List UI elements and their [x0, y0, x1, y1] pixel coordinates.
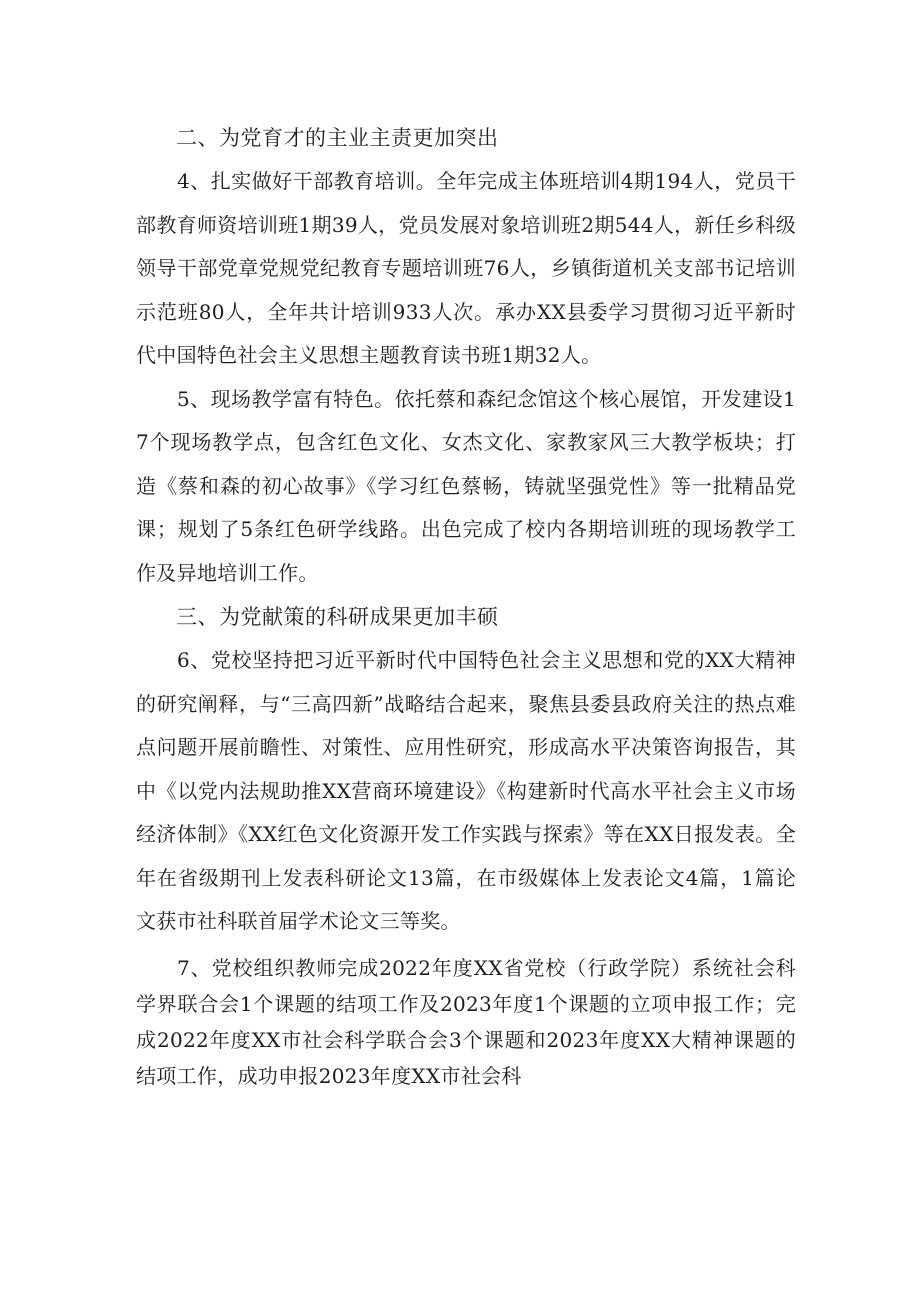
- paragraph-4: 4、扎实做好干部教育培训。全年完成主体班培训4期194人，党员干部教育师资培训班1期39人，党员发展对象培训班2期544人，新任乡科级领导干部党章党规党纪教育专题培训班76人，乡镇街道机关支部书记培训示范班80人，全年共计培训933人次。承办XX县委学习贯彻习近平新时代中国特色社会主义思想主题教育读书班1期32人。: [136, 169, 796, 367]
- section-heading-2: 二、为党育才的主业主责更加突出: [176, 126, 499, 150]
- paragraph-6: 6、党校坚持把习近平新时代中国特色社会主义思想和党的XX大精神的研究阐释，与“三高四新”战略结合起来，聚焦县委县政府关注的热点难点问题开展前瞻性、对策性、应用性研究，形成高水平决策咨询报告，其中《以党内法规助推XX营商环境建设》《构建新时代高水平社会主义市场经济体制》《XX红色文化资源开发工作实践与探索》等在XX日报发表。全年在省级期刊上发表科研论文13篇，在市级媒体上发表论文4篇，1篇论文获市社科联首届学术论文三等奖。: [136, 648, 796, 933]
- section-heading-3: 三、为党献策的科研成果更加丰硕: [176, 605, 499, 629]
- paragraph-5: 5、现场教学富有特色。依托蔡和森纪念馆这个核心展馆，开发建设17个现场教学点，包含红色文化、女杰文化、家教家风三大教学板块；打造《蔡和森的初心故事》《学习红色蔡畅，铸就坚强党性》等一批精品党课；规划了5条红色研学线路。出色完成了校内各期培训班的现场教学工作及异地培训工作。: [136, 386, 796, 585]
- paragraph-7: 7、党校组织教师完成2022年度XX省党校（行政学院）系统社会科学界联合会1个课题的结项工作及2023年度1个课题的立项申报工作；完成2022年度XX市社会科学联合会3个课题和2023年度XX大精神课题的结项工作，成功申报2023年度XX市社会科: [136, 955, 796, 1088]
- document-body: [136, 116, 796, 1094]
